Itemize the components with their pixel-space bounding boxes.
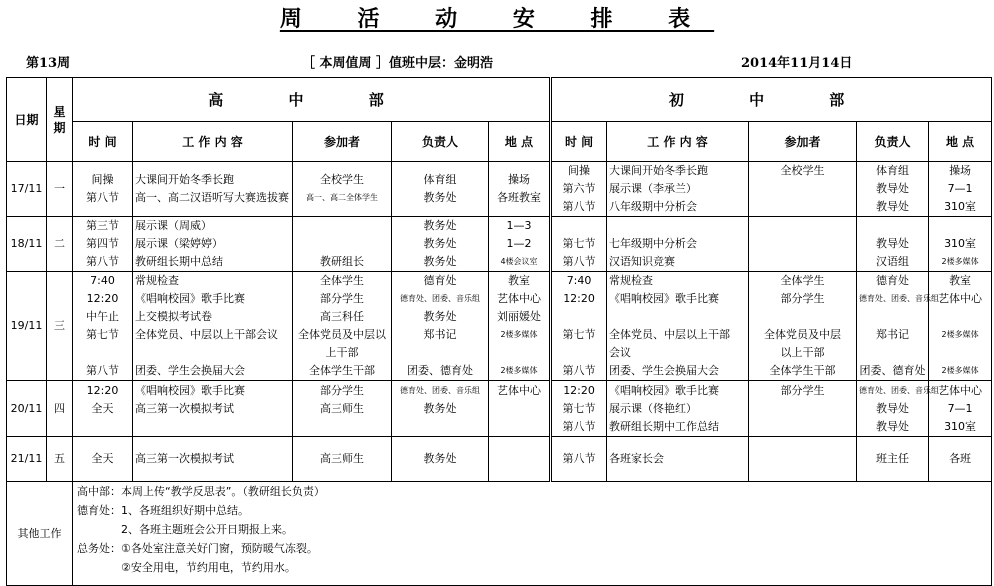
high-content-cell — [133, 437, 293, 482]
time-line: 第八节 — [86, 255, 119, 268]
row-weekday: 二 — [47, 217, 73, 272]
place-line: 刘丽媛处 — [497, 310, 542, 323]
owner-line: 德育处、团委、音乐组 — [859, 385, 940, 395]
time-line — [554, 344, 604, 362]
content-line: 展示课（周威） — [135, 219, 212, 232]
participants-line: 全体学生干部 — [309, 364, 375, 377]
high-participants-cell — [293, 217, 392, 272]
participants-line: 全校学生 — [780, 164, 825, 177]
other-work-line: 高中部：本周上传“教学反思表”。（教研组长负责） — [77, 485, 325, 498]
place-line — [931, 344, 989, 362]
owner-line: 教务处 — [423, 310, 457, 323]
row-date: 17/11 — [7, 162, 47, 217]
table-row — [7, 162, 992, 217]
owner-line: 教导处 — [876, 401, 910, 415]
participants-line — [751, 253, 854, 271]
junior-participants-cell — [749, 381, 857, 437]
high-content-cell — [133, 272, 293, 381]
participants-line: 全体学生 — [780, 274, 825, 287]
time-line: 间操 — [91, 173, 114, 186]
owner-line: 教务处 — [423, 237, 457, 250]
participants-line: 全体党员及中层 — [764, 328, 842, 341]
high-content-cell — [133, 217, 293, 272]
place-line: 7—1 — [947, 401, 973, 415]
time-line: 12:20 — [86, 292, 119, 305]
content-line: 团委、学生会换届大会 — [135, 364, 245, 377]
participants-line: 高三师生 — [320, 401, 364, 415]
junior-participants-cell — [749, 162, 857, 217]
junior-place-cell — [929, 217, 992, 272]
place-line: 各班教室 — [497, 191, 542, 204]
participants-line: 部分学生 — [780, 383, 825, 397]
high-owner-cell — [392, 272, 489, 381]
owner-line: 教导处 — [876, 419, 910, 433]
time-line: 第八节 — [86, 364, 119, 377]
col-owner: 负责人 — [857, 122, 929, 162]
place-line: 操场 — [508, 173, 531, 186]
other-work-content — [73, 482, 992, 586]
time-line — [554, 217, 604, 235]
time-line: 第七节 — [562, 237, 596, 250]
owner-line: 德育处 — [423, 274, 457, 287]
time-line: 12:20 — [563, 292, 595, 305]
owner-line: 教务处 — [423, 255, 457, 268]
content-line: 高三第一次模拟考试 — [135, 452, 234, 465]
owner-line: 郑书记 — [423, 328, 457, 341]
time-line: 全天 — [91, 401, 114, 415]
row-weekday: 五 — [47, 437, 73, 482]
owner-line: 体育组 — [876, 164, 910, 177]
date-label: 2014年11月14日 — [741, 56, 853, 71]
time-line: 第七节 — [86, 328, 119, 341]
high-place-cell — [489, 381, 551, 437]
high-place-cell — [489, 217, 551, 272]
content-line: 汉语知识竞赛 — [609, 255, 676, 268]
table-row — [7, 381, 992, 437]
content-line — [135, 344, 290, 362]
other-work-line: ②安全用电，节约用电，节约用水。 — [77, 561, 296, 574]
owner-line: 团委、德育处 — [859, 364, 926, 377]
owner-line: 教导处 — [876, 182, 910, 195]
participants-line — [751, 217, 854, 235]
content-line: 会议 — [609, 346, 632, 359]
place-line: 教室 — [508, 274, 531, 287]
content-line — [609, 308, 746, 326]
content-line: 《唱响校园》歌手比赛 — [135, 383, 245, 397]
place-line: 7—1 — [947, 182, 973, 195]
content-line: 大课间开始冬季长跑 — [609, 164, 709, 177]
place-line: 艺体中心 — [497, 292, 542, 305]
junior-participants-cell — [749, 217, 857, 272]
time-line: 间操 — [568, 164, 591, 177]
junior-owner-cell — [857, 437, 929, 482]
participants-line: 高一、高二全体学生 — [306, 193, 378, 202]
place-line: 艺体中心 — [938, 383, 983, 397]
junior-place-cell — [929, 162, 992, 217]
content-line: 展示课（李承兰） — [609, 182, 698, 195]
high-participants-cell — [293, 162, 392, 217]
place-line: 310室 — [944, 419, 977, 433]
owner-line: 班主任 — [876, 452, 910, 465]
owner-line: 教务处 — [423, 401, 457, 415]
table-row — [7, 272, 992, 381]
high-participants-cell — [293, 272, 392, 381]
row-weekday: 一 — [47, 162, 73, 217]
place-line: 各班 — [949, 452, 972, 465]
junior-owner-cell — [857, 381, 940, 437]
place-line: 1—2 — [506, 237, 532, 250]
section-junior: 初 中 部 — [551, 78, 992, 122]
content-line: 展示课（佟艳红） — [609, 401, 698, 415]
owner-line: 团委、德育处 — [407, 364, 473, 377]
junior-time-cell — [551, 217, 607, 272]
junior-time-cell — [551, 272, 607, 381]
junior-place-cell — [929, 437, 992, 482]
col-content: 工 作 内 容 — [133, 122, 293, 162]
high-time-cell — [73, 217, 133, 272]
time-line: 第三节 — [86, 219, 119, 232]
row-date: 20/11 — [7, 381, 47, 437]
junior-place-cell — [929, 381, 992, 437]
high-time-cell — [73, 272, 133, 381]
content-line: 《唱响校园》歌手比赛 — [609, 292, 720, 305]
participants-line: 全体学生干部 — [769, 364, 836, 377]
content-line: 常规检查 — [135, 274, 179, 287]
week-label: 第13周 — [26, 56, 71, 71]
junior-time-cell — [551, 437, 607, 482]
duty-label: ［ 本周值周 ］值班中层：金明浩 — [302, 56, 494, 71]
time-line: 第八节 — [562, 419, 596, 433]
junior-content-cell — [607, 217, 749, 272]
content-line: 常规检查 — [609, 274, 654, 287]
high-content-cell — [133, 162, 293, 217]
owner-line: 教务处 — [423, 452, 457, 465]
owner-line: 汉语组 — [876, 255, 910, 268]
time-line: 12:20 — [563, 383, 595, 397]
place-line: 2楼多媒体 — [500, 366, 538, 375]
time-line: 第八节 — [562, 364, 596, 377]
participants-line: 部分学生 — [780, 292, 825, 305]
time-line — [75, 418, 130, 436]
owner-line: 德育处、团委、音乐组 — [859, 294, 940, 303]
participants-line: 以上干部 — [780, 346, 825, 359]
col-place: 地 点 — [489, 122, 551, 162]
content-line: 全体党员、中层以上干部会议 — [135, 328, 278, 341]
other-work-line: 2、各班主题班会公开日期报上来。 — [77, 523, 293, 536]
junior-place-cell — [929, 272, 992, 381]
time-line: 第六节 — [562, 182, 596, 195]
junior-owner-cell — [857, 162, 929, 217]
col-time: 时 间 — [73, 122, 133, 162]
owner-line: 德育处、团委、音乐组 — [400, 385, 480, 395]
place-line: 1—3 — [506, 219, 532, 232]
participants-line — [751, 400, 854, 418]
high-owner-cell — [392, 381, 489, 437]
place-line: 2楼多媒体 — [941, 366, 979, 375]
owner-line: 德育处、团委、音乐组 — [400, 294, 480, 303]
participants-line: 高三科任 — [320, 310, 364, 323]
row-date: 21/11 — [7, 437, 47, 482]
high-time-cell — [73, 381, 133, 437]
place-line: 2楼多媒体 — [500, 330, 538, 339]
col-weekday: 星期 — [47, 78, 73, 162]
owner-line — [859, 308, 926, 326]
participants-line — [751, 308, 854, 326]
content-line: 上交模拟考试卷 — [135, 310, 212, 323]
high-time-cell — [73, 437, 133, 482]
row-weekday: 三 — [47, 272, 73, 381]
col-owner: 负责人 — [392, 122, 489, 162]
participants-line: 上干部 — [325, 346, 359, 359]
junior-content-cell — [607, 381, 749, 437]
participants-line: 部分学生 — [320, 383, 364, 397]
owner-line: 郑书记 — [876, 328, 910, 341]
content-line: 团委、学生会换届大会 — [609, 364, 720, 377]
owner-line: 教务处 — [423, 191, 457, 204]
content-line: 《唱响校园》歌手比赛 — [135, 292, 245, 305]
high-content-cell — [133, 381, 293, 437]
content-line: 高一、高二汉语听写大赛选拔赛 — [135, 191, 289, 204]
table-row — [7, 437, 992, 482]
participants-line — [295, 235, 389, 253]
time-line: 第七节 — [562, 401, 596, 415]
owner-line — [859, 344, 926, 362]
time-line: 第八节 — [562, 452, 596, 465]
place-line: 310室 — [944, 237, 977, 250]
col-date: 日期 — [7, 78, 47, 162]
row-weekday: 四 — [47, 381, 73, 437]
other-work-label: 其他工作 — [7, 482, 73, 586]
place-line — [931, 308, 989, 326]
participants-line: 教研组长 — [320, 255, 364, 268]
participants-line: 全体党员及中层以 — [298, 328, 386, 341]
owner-line: 教导处 — [876, 237, 910, 250]
time-line — [554, 308, 604, 326]
col-time: 时 间 — [551, 122, 607, 162]
place-line: 2楼多媒体 — [941, 330, 979, 339]
time-line: 7:40 — [90, 274, 115, 287]
junior-participants-cell — [749, 437, 857, 482]
content-line — [135, 418, 290, 436]
time-line: 第八节 — [562, 200, 596, 213]
owner-line: 教导处 — [876, 200, 910, 213]
high-participants-cell — [293, 437, 392, 482]
row-date: 18/11 — [7, 217, 47, 272]
content-line: 教研组长期中工作总结 — [609, 419, 720, 433]
time-line: 7:40 — [566, 274, 592, 287]
junior-time-cell — [551, 162, 607, 217]
time-line: 全天 — [91, 452, 114, 465]
content-line: 展示课（梁婷婷） — [135, 237, 223, 250]
page-title: 周 活 动 安 排 表 — [279, 6, 715, 32]
high-place-cell — [489, 272, 551, 381]
participants-line — [295, 217, 389, 235]
participants-line: 全体学生 — [320, 274, 364, 287]
owner-line — [859, 217, 926, 235]
place-line: 4楼会议室 — [500, 257, 538, 266]
time-line: 中午止 — [86, 310, 119, 323]
owner-line: 体育组 — [423, 173, 457, 186]
content-line: 七年级期中分析会 — [609, 237, 698, 250]
high-participants-cell — [293, 381, 392, 437]
time-line: 第八节 — [562, 255, 596, 268]
content-line: 全体党员、中层以上干部 — [609, 328, 731, 341]
participants-line — [751, 235, 854, 253]
participants-line: 高三师生 — [320, 452, 364, 465]
col-participants: 参加者 — [293, 122, 392, 162]
place-line — [491, 450, 547, 468]
content-line: 高三第一次模拟考试 — [135, 401, 234, 415]
junior-time-cell — [551, 381, 607, 437]
participants-line — [751, 180, 854, 198]
place-line — [491, 400, 547, 418]
time-line: 12:20 — [86, 383, 119, 397]
col-place: 地 点 — [929, 122, 992, 162]
other-work-line: 德育处：1、各班组织好期中总结。 — [77, 504, 249, 517]
place-line: 教室 — [949, 274, 972, 287]
section-high: 高 中 部 — [73, 78, 551, 122]
high-owner-cell — [392, 437, 489, 482]
time-line — [75, 344, 130, 362]
content-line: 各班家长会 — [609, 452, 665, 465]
junior-content-cell — [607, 162, 749, 217]
high-time-cell — [73, 162, 133, 217]
junior-owner-cell — [857, 217, 929, 272]
place-line: 310室 — [944, 200, 977, 213]
owner-line: 教务处 — [423, 219, 457, 232]
place-line — [931, 217, 989, 235]
content-line: 《唱响校园》歌手比赛 — [609, 383, 720, 397]
row-date: 19/11 — [7, 272, 47, 381]
time-line: 第七节 — [562, 328, 596, 341]
content-line: 教研组长期中总结 — [135, 255, 223, 268]
participants-line: 全校学生 — [320, 173, 364, 186]
participants-line — [751, 450, 854, 468]
participants-line: 部分学生 — [320, 292, 364, 305]
high-owner-cell — [392, 162, 489, 217]
high-place-cell — [489, 437, 551, 482]
table-row — [7, 217, 992, 272]
place-line — [491, 344, 547, 362]
junior-content-cell — [607, 437, 749, 482]
schedule-table — [6, 77, 992, 586]
junior-owner-cell — [857, 272, 940, 381]
junior-participants-cell — [749, 272, 857, 381]
place-line: 2楼多媒体 — [941, 257, 979, 266]
content-line: 八年级期中分析会 — [609, 200, 698, 213]
junior-content-cell — [607, 272, 749, 381]
high-owner-cell — [392, 217, 489, 272]
participants-line — [295, 418, 389, 436]
col-participants: 参加者 — [749, 122, 857, 162]
place-line: 艺体中心 — [938, 292, 983, 305]
high-place-cell — [489, 162, 551, 217]
place-line — [491, 418, 547, 436]
content-line: 大课间开始冬季长跑 — [135, 173, 234, 186]
owner-line: 德育处 — [876, 274, 910, 287]
owner-line — [394, 418, 486, 436]
place-line: 操场 — [949, 164, 972, 177]
other-work-line: 总务处：①各处室注意关好门窗，预防暖气冻裂。 — [77, 542, 318, 555]
participants-line — [751, 418, 854, 436]
time-line: 第八节 — [86, 191, 119, 204]
participants-line — [751, 198, 854, 216]
content-line — [609, 217, 746, 235]
owner-line — [394, 344, 486, 362]
time-line: 第四节 — [86, 237, 119, 250]
col-content: 工 作 内 容 — [607, 122, 749, 162]
place-line: 艺体中心 — [497, 383, 542, 397]
